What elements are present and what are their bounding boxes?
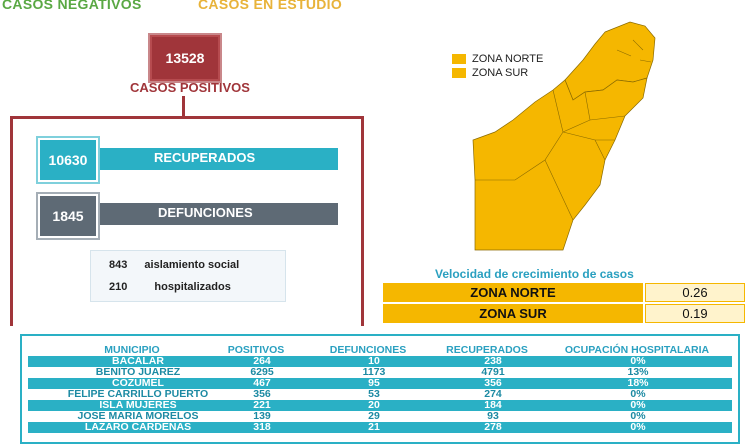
map-legend	[452, 52, 543, 80]
aislamiento-row	[109, 259, 239, 271]
col-header-positivos: POSITIVOS	[227, 344, 285, 356]
table-row: BENITO JUAREZ 6295 1173 4791 13%	[28, 367, 732, 378]
table-row: FELIPE CARRILLO PUERTO 356 53 274 0%	[28, 389, 732, 400]
table-row: JOSE MARIA MORELOS 139 29 93 0%	[28, 411, 732, 422]
col-header-recuperados: RECUPERADOS	[446, 344, 528, 356]
legend-swatch-sur	[452, 68, 466, 78]
recuperados-label: RECUPERADOS	[154, 150, 256, 165]
col-header-defunciones: DEFUNCIONES	[329, 344, 407, 356]
legend-swatch-norte	[452, 54, 466, 64]
casos-positivos-label: CASOS POSITIVOS	[130, 80, 250, 95]
defunciones-count: 1845	[38, 194, 98, 238]
connector-line	[182, 96, 185, 116]
velocidad-table	[383, 283, 745, 325]
velocidad-valor: 0.26	[645, 283, 745, 302]
table-row: COZUMEL 467 95 356 18%	[28, 378, 732, 389]
col-header-municipio: MUNICIPIO	[104, 344, 160, 356]
legend-zona-sur: ZONA SUR	[452, 66, 543, 80]
casos-positivos-count: 13528	[150, 35, 220, 81]
velocidad-zona: ZONA SUR	[383, 304, 643, 323]
velocidad-title: Velocidad de crecimiento de casos	[435, 267, 634, 281]
municipios-table	[20, 334, 740, 444]
casos-estudio-header: CASOS EN ESTUDIO	[198, 0, 343, 12]
recuperados-count: 10630	[38, 138, 98, 182]
table-row: BACALAR 264 10 238 0%	[28, 356, 732, 367]
aislamiento-count: 843	[109, 259, 128, 271]
casos-negativos-header: CASOS NEGATIVOS	[2, 0, 142, 12]
col-header-ocupacion: OCUPACIÓN HOSPITALARIA	[564, 344, 710, 356]
aislamiento-label: aislamiento social	[144, 259, 240, 271]
hospitalizados-row	[109, 281, 231, 293]
legend-zona-norte: ZONA NORTE	[452, 52, 543, 66]
map-zona-sur	[473, 78, 647, 250]
table-row: LAZARO CARDENAS 318 21 278 0%	[28, 422, 732, 433]
velocidad-row-sur	[383, 304, 745, 323]
casos-activos-box	[90, 250, 286, 302]
velocidad-zona: ZONA NORTE	[383, 283, 643, 302]
hospitalizados-count: 210	[109, 281, 128, 293]
velocidad-valor: 0.19	[645, 304, 745, 323]
hospitalizados-label: hospitalizados	[154, 281, 231, 293]
table-row: ISLA MUJERES 221 20 184 0%	[28, 400, 732, 411]
defunciones-label: DEFUNCIONES	[158, 205, 253, 220]
velocidad-row-norte	[383, 283, 745, 302]
